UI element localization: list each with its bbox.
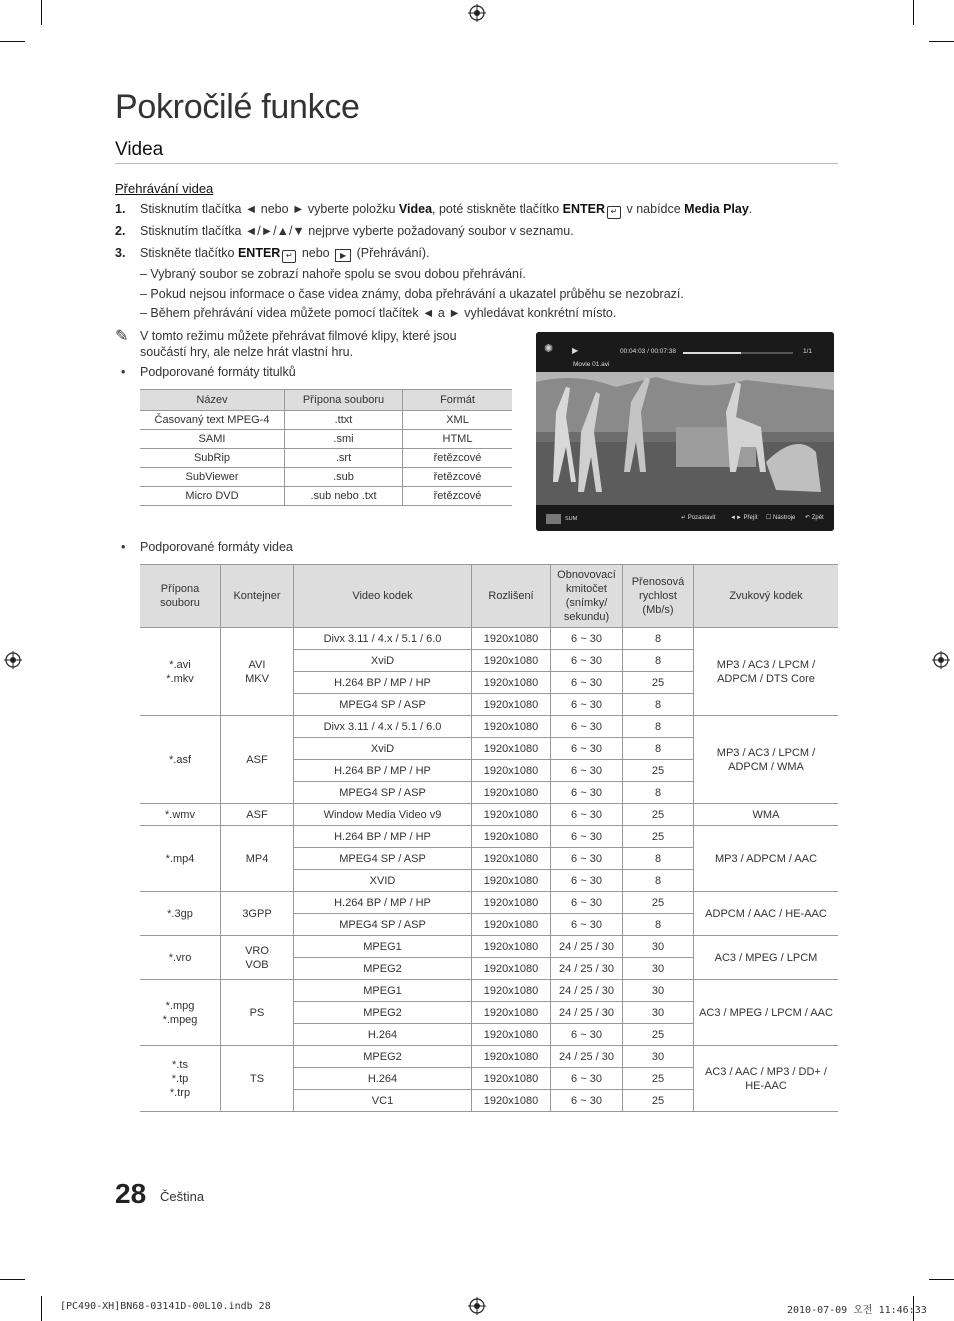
table-cell: 8 [623, 716, 694, 738]
table-cell: 8 [623, 628, 694, 650]
table-header: Přípona souboru [140, 565, 221, 628]
table-cell: 8 [623, 650, 694, 672]
table-cell: 25 [623, 804, 694, 826]
table-cell: SAMI [140, 430, 285, 449]
page-number: 28 [115, 1178, 147, 1209]
bullet-icon: • [121, 540, 126, 554]
table-cell-extension: *.avi *.mkv [140, 628, 221, 716]
crop-mark [929, 1279, 954, 1280]
table-cell: 30 [623, 936, 694, 958]
table-cell: 1920x1080 [472, 694, 551, 716]
table-cell: MPEG2 [294, 958, 472, 980]
crop-mark [0, 41, 25, 42]
table-cell: 8 [623, 738, 694, 760]
table-row [140, 826, 838, 848]
control-jump: ◄► Přejít [730, 515, 758, 521]
table-cell: 1920x1080 [472, 936, 551, 958]
control-tools: ☐ Nástroje [766, 515, 796, 521]
table-cell: Divx 3.11 / 4.x / 5.1 / 6.0 [294, 716, 472, 738]
table-cell-extension: *.wmv [140, 804, 221, 826]
table-cell: 6 ~ 30 [551, 782, 623, 804]
table-cell: MPEG4 SP / ASP [294, 914, 472, 936]
table-row [140, 804, 838, 826]
table-cell-container: VRO VOB [221, 936, 294, 980]
table-row [140, 1046, 838, 1068]
table-cell: 24 / 25 / 30 [551, 936, 623, 958]
table-cell: 6 ~ 30 [551, 628, 623, 650]
table-cell: 24 / 25 / 30 [551, 1002, 623, 1024]
print-slug-file: [PC490-XH]BN68-03141D-00L10.indb 28 [60, 1301, 271, 1312]
table-cell: MPEG4 SP / ASP [294, 782, 472, 804]
table-cell: H.264 BP / MP / HP [294, 760, 472, 782]
table-cell: 6 ~ 30 [551, 672, 623, 694]
table-cell: 25 [623, 826, 694, 848]
page-indicator: 1/1 [803, 348, 813, 355]
table-cell: 1920x1080 [472, 1090, 551, 1112]
time-readout: 00:04:03 / 00:07:38 [620, 348, 677, 355]
table-cell: .ttxt [285, 411, 403, 430]
table-cell: Window Media Video v9 [294, 804, 472, 826]
enter-icon: ↵ [607, 206, 621, 219]
table-cell: 6 ~ 30 [551, 826, 623, 848]
table-cell-extension: *.ts *.tp *.trp [140, 1046, 221, 1112]
table-cell-extension: *.mpg *.mpeg [140, 980, 221, 1046]
table-header: Kontejner [221, 565, 294, 628]
giraffes-image [536, 372, 834, 505]
enter-icon: ↵ [282, 250, 296, 263]
table-cell: MPEG4 SP / ASP [294, 848, 472, 870]
table-row [140, 411, 512, 430]
registration-mark-icon [932, 651, 950, 669]
chapter-title: Pokročilé funkce [115, 88, 360, 126]
table-cell-audio-codec: AC3 / MPEG / LPCM / AAC [694, 980, 839, 1046]
table-cell: XVID [294, 870, 472, 892]
table-cell-container: AVI MKV [221, 628, 294, 716]
table-cell: 6 ~ 30 [551, 804, 623, 826]
progress-bar [683, 352, 793, 354]
table-cell-audio-codec: AC3 / MPEG / LPCM [694, 936, 839, 980]
table-cell: 25 [623, 1068, 694, 1090]
dash-item: – Pokud nejsou informace o čase videa známy, doba přehrávání a ukazatel průběhu se nezobrazí. [140, 287, 684, 301]
device-name: SUM [565, 516, 578, 522]
subtitle-formats-table [140, 389, 512, 506]
table-cell: řetězcové [403, 487, 513, 506]
table-cell: Časovaný text MPEG-4 [140, 411, 285, 430]
table-cell: 6 ~ 30 [551, 738, 623, 760]
table-row [140, 936, 838, 958]
table-cell: 1920x1080 [472, 892, 551, 914]
table-row [140, 468, 512, 487]
table-cell: 6 ~ 30 [551, 716, 623, 738]
table-cell: 1920x1080 [472, 826, 551, 848]
bullet-subtitles: Podporované formáty titulků [140, 365, 296, 379]
table-cell: 25 [623, 1024, 694, 1046]
table-row [140, 449, 512, 468]
table-row [140, 628, 838, 650]
table-cell: 1920x1080 [472, 716, 551, 738]
table-row [140, 980, 838, 1002]
step-number: 1. [115, 202, 126, 216]
table-cell: .sub nebo .txt [285, 487, 403, 506]
table-header: Název [140, 390, 285, 411]
note-line: součástí hry, ale nelze hrát vlastní hru. [140, 345, 354, 359]
crop-mark [41, 0, 42, 25]
table-cell: SubRip [140, 449, 285, 468]
usb-device-icon [546, 514, 561, 524]
table-cell: Micro DVD [140, 487, 285, 506]
table-header: Zvukový kodek [694, 565, 839, 628]
table-cell: 24 / 25 / 30 [551, 1046, 623, 1068]
table-header: Přípona souboru [285, 390, 403, 411]
table-cell: 25 [623, 1090, 694, 1112]
progress-fill [683, 352, 741, 354]
table-cell-audio-codec: WMA [694, 804, 839, 826]
table-cell: 25 [623, 892, 694, 914]
step-number: 2. [115, 224, 126, 238]
table-cell: .sub [285, 468, 403, 487]
note-pencil-icon: ✎ [115, 328, 129, 345]
table-cell-extension: *.3gp [140, 892, 221, 936]
table-cell: 8 [623, 694, 694, 716]
table-cell-container: MP4 [221, 826, 294, 892]
table-cell: XviD [294, 650, 472, 672]
table-cell-container: ASF [221, 804, 294, 826]
table-cell: 6 ~ 30 [551, 694, 623, 716]
crop-mark [913, 0, 914, 25]
table-cell-container: ASF [221, 716, 294, 804]
print-slug-date: 2010-07-09 오전 11:46:33 [787, 1305, 927, 1316]
table-cell: 1920x1080 [472, 870, 551, 892]
step-1-text: Stisknutím tlačítka ◄ nebo ► vyberte položku Videa, poté stiskněte tlačítko ENTER ↵ v nabídce Media Play. [140, 202, 752, 219]
table-cell: 1920x1080 [472, 1046, 551, 1068]
table-cell: 8 [623, 914, 694, 936]
table-cell: 6 ~ 30 [551, 1024, 623, 1046]
step-3-text: Stiskněte tlačítko ENTER ↵ nebo ▶ (Přehrávání). [140, 246, 430, 263]
table-cell: Divx 3.11 / 4.x / 5.1 / 6.0 [294, 628, 472, 650]
table-cell: 6 ~ 30 [551, 1068, 623, 1090]
table-cell: .smi [285, 430, 403, 449]
table-header: Formát [403, 390, 513, 411]
control-back: ↶ Zpět [805, 515, 824, 521]
table-cell: .srt [285, 449, 403, 468]
table-cell: 25 [623, 672, 694, 694]
crop-mark [0, 1279, 25, 1280]
table-header: Video kodek [294, 565, 472, 628]
table-cell: H.264 BP / MP / HP [294, 672, 472, 694]
play-status-icon: ▶ [572, 346, 579, 355]
table-cell: SubViewer [140, 468, 285, 487]
video-player-screenshot [536, 332, 834, 531]
table-cell: 1920x1080 [472, 958, 551, 980]
table-row [140, 716, 838, 738]
table-cell: MPEG1 [294, 936, 472, 958]
table-cell: VC1 [294, 1090, 472, 1112]
tools-icon: ☐ [766, 515, 774, 521]
table-cell-container: 3GPP [221, 892, 294, 936]
control-pause: ↵ Pozastavit [681, 515, 716, 521]
table-cell: 1920x1080 [472, 1024, 551, 1046]
table-cell-audio-codec: MP3 / ADPCM / AAC [694, 826, 839, 892]
table-cell: 6 ~ 30 [551, 650, 623, 672]
section-title: Videa [115, 139, 164, 160]
table-cell: MPEG1 [294, 980, 472, 1002]
step-number: 3. [115, 246, 126, 260]
table-cell: řetězcové [403, 468, 513, 487]
table-cell: 30 [623, 1002, 694, 1024]
table-cell-extension: *.vro [140, 936, 221, 980]
table-cell: H.264 [294, 1068, 472, 1090]
table-header: Rozlišení [472, 565, 551, 628]
table-cell: 24 / 25 / 30 [551, 958, 623, 980]
table-cell: 1920x1080 [472, 804, 551, 826]
table-cell-extension: *.mp4 [140, 826, 221, 892]
step-2-text: Stisknutím tlačítka ◄/►/▲/▼ nejprve vyberte požadovaný soubor v seznamu. [140, 224, 574, 238]
registration-mark-icon [4, 651, 22, 669]
table-cell: 1920x1080 [472, 782, 551, 804]
table-row [140, 487, 512, 506]
page-language: Čeština [160, 1189, 205, 1204]
play-icon: ▶ [335, 249, 351, 262]
table-row [140, 430, 512, 449]
table-header: Přenosová rychlost (Mb/s) [623, 565, 694, 628]
section-divider [115, 163, 838, 164]
table-cell-container: TS [221, 1046, 294, 1112]
table-cell: 1920x1080 [472, 760, 551, 782]
table-cell: 30 [623, 958, 694, 980]
table-cell: 1920x1080 [472, 672, 551, 694]
table-cell: H.264 [294, 1024, 472, 1046]
table-cell-audio-codec: MP3 / AC3 / LPCM / ADPCM / DTS Core [694, 628, 839, 716]
table-header: Obnovovací kmitočet (snímky/ sekundu) [551, 565, 623, 628]
table-cell: 1920x1080 [472, 980, 551, 1002]
table-cell: 6 ~ 30 [551, 848, 623, 870]
table-cell: 6 ~ 30 [551, 892, 623, 914]
table-cell: HTML [403, 430, 513, 449]
dash-item: – Vybraný soubor se zobrazí nahoře spolu se svou dobou přehrávání. [140, 267, 526, 281]
table-cell: MPEG4 SP / ASP [294, 694, 472, 716]
table-cell: H.264 BP / MP / HP [294, 892, 472, 914]
table-cell: XviD [294, 738, 472, 760]
table-cell: 6 ~ 30 [551, 760, 623, 782]
bullet-icon: • [121, 365, 126, 379]
table-cell: 8 [623, 870, 694, 892]
table-cell: 8 [623, 848, 694, 870]
dash-item: – Během přehrávání videa můžete pomocí tlačítek ◄ a ► vyhledávat konkrétní místo. [140, 306, 617, 320]
table-cell: 1920x1080 [472, 738, 551, 760]
table-cell: 1920x1080 [472, 1002, 551, 1024]
file-name: Movie 01.avi [573, 361, 610, 368]
registration-mark-icon [468, 4, 486, 22]
table-cell: 24 / 25 / 30 [551, 980, 623, 1002]
film-reel-icon: ✺ [544, 343, 554, 355]
registration-mark-icon [468, 1297, 486, 1315]
table-cell: 30 [623, 980, 694, 1002]
table-cell: 6 ~ 30 [551, 870, 623, 892]
crop-mark [41, 1296, 42, 1321]
table-cell: 1920x1080 [472, 848, 551, 870]
table-cell: XML [403, 411, 513, 430]
table-cell-audio-codec: MP3 / AC3 / LPCM / ADPCM / WMA [694, 716, 839, 804]
video-formats-table [140, 564, 838, 1112]
crop-mark [929, 41, 954, 42]
table-cell-extension: *.asf [140, 716, 221, 804]
table-cell-container: PS [221, 980, 294, 1046]
table-cell: 30 [623, 1046, 694, 1068]
table-cell: 1920x1080 [472, 914, 551, 936]
table-cell: 1920x1080 [472, 650, 551, 672]
table-cell: 6 ~ 30 [551, 914, 623, 936]
table-cell: 1920x1080 [472, 628, 551, 650]
table-cell: MPEG2 [294, 1046, 472, 1068]
note-line: V tomto režimu můžete přehrávat filmové klipy, které jsou [140, 329, 457, 343]
table-cell: 6 ~ 30 [551, 1090, 623, 1112]
return-icon: ↶ [805, 515, 812, 521]
left-right-icon: ◄► [730, 515, 744, 521]
enter-icon: ↵ [681, 515, 688, 521]
table-cell: řetězcové [403, 449, 513, 468]
table-row [140, 892, 838, 914]
table-cell: MPEG2 [294, 1002, 472, 1024]
table-cell: H.264 BP / MP / HP [294, 826, 472, 848]
table-cell: 25 [623, 760, 694, 782]
table-cell: 8 [623, 782, 694, 804]
table-cell-audio-codec: ADPCM / AAC / HE-AAC [694, 892, 839, 936]
subsection-title: Přehrávání videa [115, 181, 214, 196]
table-cell: 1920x1080 [472, 1068, 551, 1090]
bullet-video: Podporované formáty videa [140, 540, 293, 554]
table-cell-audio-codec: AC3 / AAC / MP3 / DD+ / HE-AAC [694, 1046, 839, 1112]
